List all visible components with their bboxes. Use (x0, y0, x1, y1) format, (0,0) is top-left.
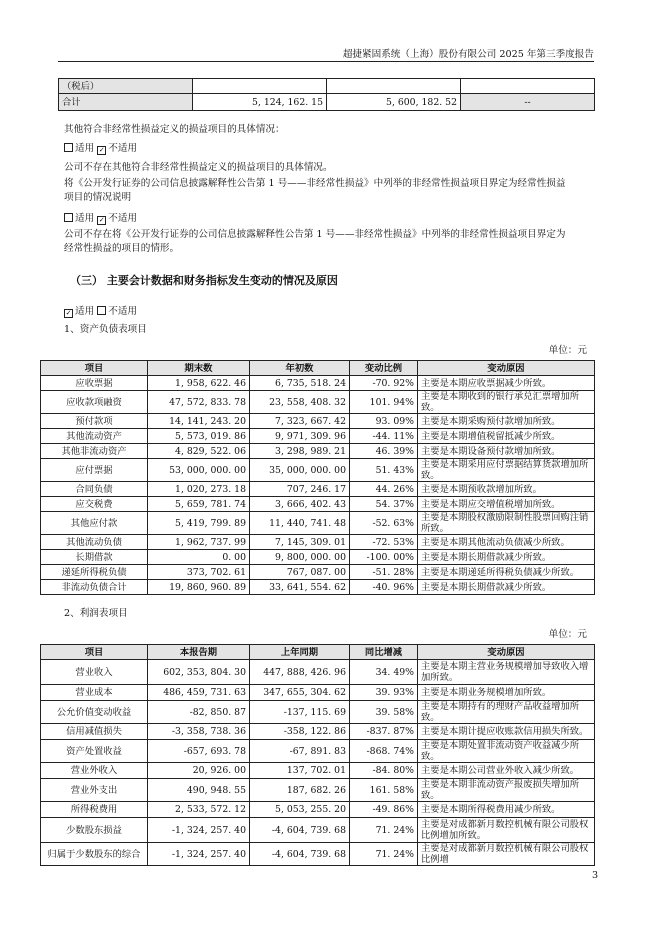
change-cell: 71. 24% (350, 843, 418, 866)
current-value-cell: 5, 573, 019. 86 (148, 429, 250, 444)
item-cell: 公允价值变动收益 (41, 701, 148, 724)
prior-value-cell: 707, 246. 17 (250, 482, 350, 497)
change-cell: -84. 80% (350, 763, 418, 779)
change-cell: -837. 87% (350, 724, 418, 740)
current-value-cell: 602, 353, 804. 30 (148, 660, 250, 685)
item-cell: 应收款项融资 (41, 391, 148, 414)
prior-value-cell: 5, 053, 255. 20 (250, 802, 350, 818)
balance-header-cell: 期末数 (148, 361, 250, 376)
item-cell: 营业收入 (41, 660, 148, 685)
reason-cell: 主要是本期递延所得税负债减少所致。 (418, 565, 595, 580)
prior-value-cell: 6, 735, 518. 24 (250, 376, 350, 391)
reason-cell: 主要是对成都新月数控机械有限公司股权比例增加所致。 (418, 818, 595, 843)
reason-cell: 主要是本期其他流动负债减少所致。 (418, 535, 595, 550)
no-other-items-text: 公司不存在其他符合非经常性损益定义的损益项目的具体情况。 (64, 162, 333, 173)
current-value-cell: 1, 020, 273. 18 (148, 482, 250, 497)
reason-cell: 主要是本期非流动资产报废损失增加所致。 (418, 779, 595, 802)
applicability-checkbox-1: 适用 ✓ 不适用 (64, 140, 137, 155)
prior-value-cell: 7, 145, 309. 01 (250, 535, 350, 550)
item-cell: 其他非流动资产 (41, 444, 148, 459)
change-cell: 51. 43% (350, 459, 418, 482)
change-cell: -100. 00% (350, 550, 418, 565)
item-cell: 应收票据 (41, 376, 148, 391)
balance-header-cell: 变动原因 (418, 361, 595, 376)
reason-cell: 主要是本期业务规模增加所致。 (418, 685, 595, 701)
checked-box-icon: ✓ (98, 216, 105, 224)
table-row (41, 444, 595, 459)
table-row (41, 724, 595, 740)
reason-cell: 主要是本期股权激励限制性股票回购注销所致。 (418, 512, 595, 535)
unchecked-box-icon (97, 306, 106, 315)
current-value-cell: 486, 459, 731. 63 (148, 685, 250, 701)
total-prior: 5, 600, 182. 52 (327, 94, 461, 111)
prior-value-cell: -137, 115. 69 (250, 701, 350, 724)
reason-cell: 主要是本期增值税留抵减少所致。 (418, 429, 595, 444)
prior-value-cell: 187, 682. 26 (250, 779, 350, 802)
total-note: -- (461, 94, 595, 111)
change-cell: -49. 86% (350, 802, 418, 818)
income-header-cell: 项目 (41, 645, 148, 660)
change-cell: -72. 53% (350, 535, 418, 550)
header-divider (58, 61, 594, 62)
item-cell: 营业外支出 (41, 779, 148, 802)
item-cell: 递延所得税负债 (41, 565, 148, 580)
total-current: 5, 124, 162. 15 (193, 94, 327, 111)
applicability-checkbox-3: ✓ 适用 不适用 (65, 306, 138, 317)
change-cell: 46. 39% (350, 444, 418, 459)
prior-value-cell: 3, 666, 402. 43 (250, 497, 350, 512)
page-number: 3 (592, 870, 599, 881)
reason-cell: 主要是本期计提应收账款信用损失所致。 (418, 724, 595, 740)
current-value-cell: 490, 948. 55 (148, 779, 250, 802)
table-row (41, 550, 595, 565)
table-row (41, 580, 595, 595)
current-value-cell: 0. 00 (148, 550, 250, 565)
prior-value-cell: 347, 655, 304. 62 (250, 685, 350, 701)
table-row (41, 701, 595, 724)
item-cell: 所得税费用 (41, 802, 148, 818)
change-cell: 101. 94% (350, 391, 418, 414)
after-tax-label: （税后） (59, 79, 193, 94)
current-value-cell: 20, 926. 00 (148, 763, 250, 779)
reason-cell: 主要是本期长期借款减少所致。 (418, 580, 595, 595)
current-value-cell: -3, 358, 738. 36 (148, 724, 250, 740)
change-cell: 39. 93% (350, 685, 418, 701)
income-header-cell: 变动原因 (418, 645, 595, 660)
balance-header-cell: 项目 (41, 361, 148, 376)
item-cell: 营业外收入 (41, 763, 148, 779)
unchecked-box-icon (64, 143, 73, 152)
change-cell: -52. 63% (350, 512, 418, 535)
table-row (41, 818, 595, 843)
income-header-cell: 本报告期 (148, 645, 250, 660)
current-value-cell: 373, 702. 61 (148, 565, 250, 580)
reason-cell: 主要是本期应收票据减少所致。 (418, 376, 595, 391)
nonrecurring-summary-table (58, 78, 595, 111)
prior-value-cell: 447, 888, 426. 96 (250, 660, 350, 685)
change-cell: 34. 49% (350, 660, 418, 685)
table-row (41, 843, 595, 866)
balance-unit: 单位：元 (548, 345, 587, 356)
current-value-cell: 5, 659, 781. 74 (148, 497, 250, 512)
balance-header-cell: 年初数 (250, 361, 350, 376)
table-row (41, 376, 595, 391)
change-cell: -868. 74% (350, 740, 418, 763)
income-header-cell: 同比增减 (350, 645, 418, 660)
reason-cell: 主要是对成都新月数控机械有限公司股权比例增 (418, 843, 595, 866)
change-cell: 161. 58% (350, 779, 418, 802)
prior-value-cell: -358, 122. 86 (250, 724, 350, 740)
current-value-cell: -1, 324, 257. 40 (148, 818, 250, 843)
item-cell: 应付票据 (41, 459, 148, 482)
current-value-cell: 47, 572, 833. 78 (148, 391, 250, 414)
change-cell: 54. 37% (350, 497, 418, 512)
item-cell: 少数股东损益 (41, 818, 148, 843)
item-cell: 其他应付款 (41, 512, 148, 535)
prior-value-cell: 767, 087. 00 (250, 565, 350, 580)
reason-cell: 主要是本期采用应付票据结算货款增加所致。 (418, 459, 595, 482)
no-rule-text: 公司不存在将《公开发行证券的公司信息披露解释性公告第 1 号——非经常性损益》中列举的非经常性损益项目界定为 经常性损益的项目的情形。 (64, 229, 566, 254)
current-value-cell: -657, 693. 78 (148, 740, 250, 763)
reason-cell: 主要是本期所得税费用减少所致。 (418, 802, 595, 818)
prior-value-cell: -4, 604, 739. 68 (250, 818, 350, 843)
applicability-checkbox-2: 适用 ✓ 不适用 (64, 210, 137, 225)
prior-value-cell: -4, 604, 739. 68 (250, 843, 350, 866)
change-cell: 93. 09% (350, 414, 418, 429)
table-row (41, 391, 595, 414)
current-value-cell: 1, 958, 622. 46 (148, 376, 250, 391)
reason-cell: 主要是本期持有的理财产品收益增加所致。 (418, 701, 595, 724)
item-cell: 其他流动负债 (41, 535, 148, 550)
table-row (41, 429, 595, 444)
prior-value-cell: 7, 323, 667. 42 (250, 414, 350, 429)
balance-sheet-table (40, 360, 595, 595)
reason-cell: 主要是本期处置非流动资产收益减少所致。 (418, 740, 595, 763)
reason-cell: 主要是本期应交增值税增加所致。 (418, 497, 595, 512)
prior-value-cell: 9, 971, 309. 96 (250, 429, 350, 444)
table-row (41, 740, 595, 763)
prior-value-cell: 23, 558, 408. 32 (250, 391, 350, 414)
table-row (41, 414, 595, 429)
income-unit: 单位：元 (548, 629, 587, 640)
checked-box-icon: ✓ (65, 309, 72, 317)
change-cell: -70. 92% (350, 376, 418, 391)
total-label: 合计 (59, 94, 193, 111)
table-row (41, 802, 595, 818)
item-cell: 非流动负债合计 (41, 580, 148, 595)
reason-cell: 主要是本期主营业务规模增加导致收入增加所致。 (418, 660, 595, 685)
reason-cell: 主要是本期采购预付款增加所致。 (418, 414, 595, 429)
income-statement-table (40, 644, 595, 866)
prior-value-cell: 9, 800, 000. 00 (250, 550, 350, 565)
reason-cell: 主要是本期公司营业外收入减少所致。 (418, 763, 595, 779)
table-row (41, 779, 595, 802)
prior-value-cell: -67, 891. 83 (250, 740, 350, 763)
balance-subtitle: 1、资产负债表项目 (64, 324, 147, 335)
table-row (41, 482, 595, 497)
table-row (41, 535, 595, 550)
reason-cell: 主要是本期预收款增加所致。 (418, 482, 595, 497)
table-row (41, 459, 595, 482)
table-row (41, 512, 595, 535)
current-value-cell: 1, 962, 737. 99 (148, 535, 250, 550)
prior-value-cell: 35, 000, 000. 00 (250, 459, 350, 482)
item-cell: 归属于少数股东的综合 (41, 843, 148, 866)
item-cell: 预付款项 (41, 414, 148, 429)
current-value-cell: -82, 850. 87 (148, 701, 250, 724)
item-cell: 其他流动资产 (41, 429, 148, 444)
item-cell: 长期借款 (41, 550, 148, 565)
reason-cell: 主要是本期设备预付款增加所致。 (418, 444, 595, 459)
item-cell: 应交税费 (41, 497, 148, 512)
change-cell: 44. 26% (350, 482, 418, 497)
rule-description-text: 将《公开发行证券的公司信息披露解释性公告第 1 号——非经常性损益》中列举的非经常性损益项目界定为经常性损益 项目的情况说明 (64, 178, 566, 203)
change-cell: 71. 24% (350, 818, 418, 843)
change-cell: 39. 58% (350, 701, 418, 724)
table-row (41, 660, 595, 685)
section-title: （三） 主要会计数据和财务指标发生变动的情况及原因 (70, 274, 338, 287)
change-cell: -44. 11% (350, 429, 418, 444)
item-cell: 合同负债 (41, 482, 148, 497)
current-value-cell: 14, 141, 243. 20 (148, 414, 250, 429)
item-cell: 信用减值损失 (41, 724, 148, 740)
current-value-cell: 2, 533, 572. 12 (148, 802, 250, 818)
balance-header-cell: 变动比例 (350, 361, 418, 376)
unchecked-box-icon (64, 213, 73, 222)
table-row (41, 497, 595, 512)
current-value-cell: 4, 829, 522. 06 (148, 444, 250, 459)
item-cell: 营业成本 (41, 685, 148, 701)
prior-value-cell: 3, 298, 989. 21 (250, 444, 350, 459)
item-cell: 资产处置收益 (41, 740, 148, 763)
checked-box-icon: ✓ (98, 146, 105, 154)
prior-value-cell: 137, 702. 01 (250, 763, 350, 779)
change-cell: -40. 96% (350, 580, 418, 595)
current-value-cell: 19, 860, 960. 89 (148, 580, 250, 595)
reason-cell: 主要是本期长期借款减少所致。 (418, 550, 595, 565)
income-subtitle: 2、利润表项目 (64, 608, 128, 619)
income-header-cell: 上年同期 (250, 645, 350, 660)
current-value-cell: 53, 000, 000. 00 (148, 459, 250, 482)
prior-value-cell: 11, 440, 741. 48 (250, 512, 350, 535)
table-row (41, 763, 595, 779)
prior-value-cell: 33, 641, 554. 62 (250, 580, 350, 595)
current-value-cell: 5, 419, 799. 89 (148, 512, 250, 535)
table-row (41, 565, 595, 580)
report-header-title: 超捷紧固系统（上海）股份有限公司 2025 年第三季度报告 (342, 49, 594, 60)
other-items-text: 其他符合非经常性损益定义的损益项目的具体情况： (64, 124, 285, 135)
change-cell: -51. 28% (350, 565, 418, 580)
reason-cell: 主要是本期收到的银行承兑汇票增加所致。 (418, 391, 595, 414)
table-row (41, 685, 595, 701)
current-value-cell: -1, 324, 257. 40 (148, 843, 250, 866)
